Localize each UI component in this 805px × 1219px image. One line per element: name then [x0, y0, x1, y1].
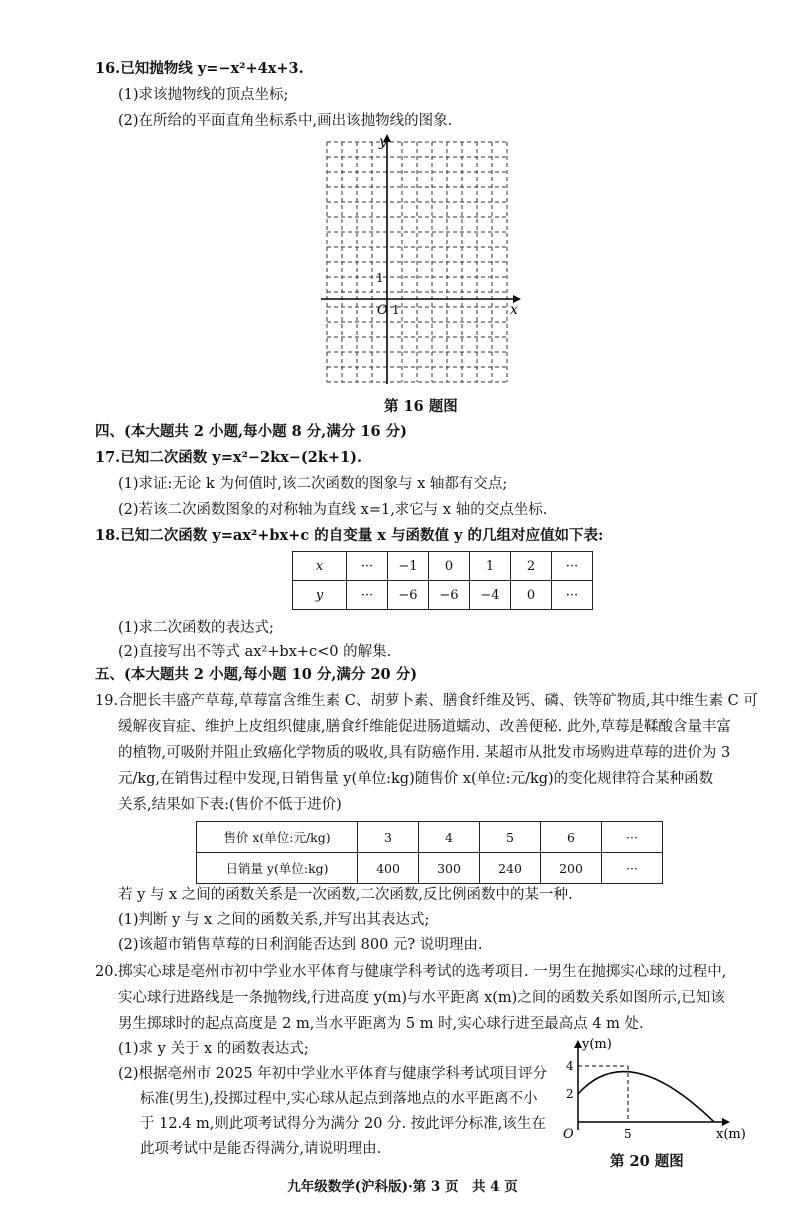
page-footer: 九年级数学(沪科版)·第 3 页 共 4 页 — [287, 1179, 518, 1195]
q19-part2: (2)该超市销售草莓的日利润能否达到 800 元? 说明理由. — [118, 937, 483, 953]
section-5-header: 五、(本大题共 2 小题,每小题 10 分,满分 20 分) — [95, 666, 418, 683]
q19-line-2: 缓解夜盲症、维护上皮组织健康,膳食纤维能促进肠道蠕动、改善便秘. 此外,草莓是鞣酸含量丰富 — [118, 719, 731, 735]
q20-origin-label: O — [563, 1127, 574, 1142]
table-cell: 3 — [358, 822, 419, 853]
q20-caption: 第 20 题图 — [610, 1153, 684, 1170]
table-cell: 240 — [480, 853, 541, 884]
q16-stem: 16.已知抛物线 y=−x²+4x+3. — [95, 60, 304, 77]
table-cell: 0 — [511, 581, 552, 610]
q19-table-row-volume — [197, 853, 663, 884]
table-cell: 6 — [541, 822, 602, 853]
table-cell: 0 — [429, 552, 470, 581]
q20-line-2: 实心球行进路线是一条抛物线,行进高度 y(m)与水平距离 x(m)之间的函数关系如图所示,已知该 — [118, 990, 725, 1006]
table-cell: ··· — [602, 822, 663, 853]
q16-coordinate-grid — [315, 132, 530, 392]
q18-table-row-y — [293, 581, 593, 610]
table-cell: ··· — [552, 581, 593, 610]
q16-part2: (2)在所给的平面直角坐标系中,画出该抛物线的图象. — [118, 113, 453, 129]
q19-line-3: 的植物,可吸附并阻止致癌化学物质的吸收,具有防癌作用. 某超市从批发市场购进草莓的进价为 3 — [118, 745, 731, 761]
q20-part2-d: 此项考试中是能否得满分,请说明理由. — [140, 1141, 382, 1157]
q17-stem: 17.已知二次函数 y=x²−2kx−(2k+1). — [95, 449, 363, 466]
q20-line-3: 男生掷球时的起点高度是 2 m,当水平距离为 5 m 时,实心球行进至最高点 4 m 处. — [118, 1016, 644, 1032]
q16-part1: (1)求该抛物线的顶点坐标; — [118, 87, 289, 103]
table-cell: 2 — [511, 552, 552, 581]
q16-x-axis-label: x — [510, 302, 518, 318]
table-cell: 售价 x(单位:元/kg) — [197, 822, 358, 853]
q17-part1: (1)求证:无论 k 为何值时,该二次函数的图象与 x 轴都有交点; — [118, 476, 508, 492]
q19-after-table: 若 y 与 x 之间的函数关系是一次函数,二次函数,反比例函数中的某一种. — [118, 887, 573, 903]
q19-part1: (1)判断 y 与 x 之间的函数关系,并写出其表达式; — [118, 912, 430, 928]
table-cell: x — [293, 552, 347, 581]
table-cell: 4 — [419, 822, 480, 853]
q16-caption: 第 16 题图 — [384, 398, 458, 415]
table-cell: ··· — [347, 581, 388, 610]
q16-origin-label: O — [377, 303, 388, 318]
q19-table-row-price — [197, 822, 663, 853]
q19-sales-table — [196, 821, 663, 884]
table-cell: −6 — [388, 581, 429, 610]
table-cell: ··· — [347, 552, 388, 581]
q20-line-1: 20.掷实心球是亳州市初中学业水平体育与健康学科考试的选考项目. 一男生在抛掷实心球的过程中, — [95, 964, 727, 980]
q16-tick-x1: 1 — [392, 303, 400, 317]
q19-line-5: 关系,结果如下表:(售价不低于进价) — [118, 797, 342, 813]
table-cell: 5 — [480, 822, 541, 853]
table-cell: ··· — [602, 853, 663, 884]
table-cell: −6 — [429, 581, 470, 610]
table-cell: 300 — [419, 853, 480, 884]
q20-tick-x5: 5 — [624, 1127, 632, 1141]
q20-part2-b: 标准(男生),投掷过程中,实心球从起点到落地点的水平距离不小 — [140, 1091, 538, 1107]
table-cell: −4 — [470, 581, 511, 610]
q20-parabola-curve — [578, 1072, 714, 1122]
q20-part2-a: (2)根据亳州市 2025 年初中学业水平体育与健康学科考试项目评分 — [118, 1066, 548, 1082]
q20-x-axis-label: x(m) — [716, 1127, 746, 1142]
q16-y-axis-label: y — [379, 134, 387, 150]
table-cell: ··· — [552, 552, 593, 581]
table-cell: −1 — [388, 552, 429, 581]
q20-part1: (1)求 y 关于 x 的函数表达式; — [118, 1041, 309, 1057]
q20-y-axis-label: y(m) — [582, 1037, 612, 1052]
q20-tick-y2: 2 — [566, 1087, 574, 1101]
q18-stem: 18.已知二次函数 y=ax²+bx+c 的自变量 x 与函数值 y 的几组对应值如下表: — [95, 527, 604, 544]
q17-part2: (2)若该二次函数图象的对称轴为直线 x=1,求它与 x 轴的交点坐标. — [118, 502, 548, 518]
table-cell: 400 — [358, 853, 419, 884]
section-4-header: 四、(本大题共 2 小题,每小题 8 分,满分 16 分) — [95, 423, 407, 440]
table-cell: 日销量 y(单位:kg) — [197, 853, 358, 884]
q19-line-1: 19.合肥长丰盛产草莓,草莓富含维生素 C、胡萝卜素、膳食纤维及钙、磷、铁等矿物质,其中维生素 C 可 — [95, 693, 758, 709]
q18-part2: (2)直接写出不等式 ax²+bx+c<0 的解集. — [118, 644, 392, 660]
q18-table-row-x — [293, 552, 593, 581]
q20-part2-c: 于 12.4 m,则此项考试得分为满分 20 分. 按此评分标准,该生在 — [140, 1116, 546, 1132]
q19-line-4: 元/kg,在销售过程中发现,日销售量 y(单位:kg)随售价 x(单位:元/kg)的变化规律符合某种函数 — [118, 771, 714, 787]
q18-value-table — [292, 551, 593, 610]
q16-tick-y1: 1 — [376, 271, 384, 285]
table-cell: y — [293, 581, 347, 610]
q20-trajectory-graph — [558, 1034, 758, 1150]
table-cell: 1 — [470, 552, 511, 581]
q18-part1: (1)求二次函数的表达式; — [118, 620, 274, 636]
table-cell: 200 — [541, 853, 602, 884]
q20-tick-y4: 4 — [566, 1059, 574, 1073]
